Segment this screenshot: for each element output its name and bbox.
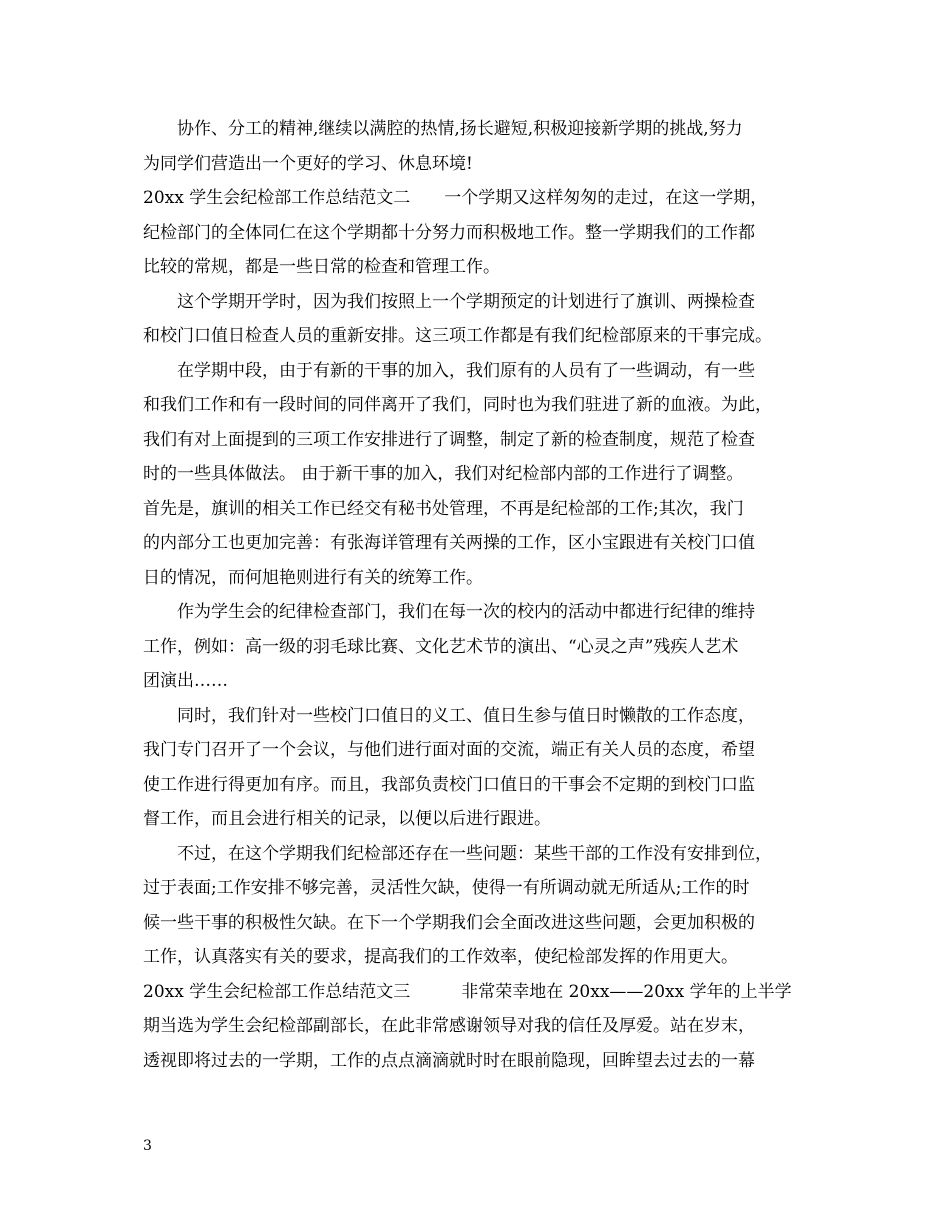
text-line: 时的一些具体做法。 由于新干事的加入，我们对纪检部内部的工作进行了调整。 [143,464,744,484]
text-line: 同时，我们针对一些校门口值日的义工、值日生参与值日时懒散的工作态度， [177,705,755,726]
text-line: 我们有对上面提到的三项工作安排进行了调整，制定了新的检查制度，规范了检查 [143,429,755,450]
text-line: 和我们工作和有一段时间的同伴离开了我们，同时也为我们驻进了新的血液。为此， [143,395,772,415]
text-line: 团演出…… [143,671,228,691]
text-line: 期当选为学生会纪检部副部长，在此非常感谢领导对我的信任及厚爱。站在岁末， [143,1016,755,1036]
text-line: 候一些干事的积极性欠缺。在下一个学期我们会全面改进这些问题，会更加积极的 [143,912,755,933]
text-line: 比较的常规，都是一些日常的检查和管理工作。 [143,257,500,277]
text-line: 和校门口值日检查人员的重新安排。这三项工作都是有我们纪检部原来的干事完成。 [143,326,772,346]
text-line: 工作，例如：高一级的羽毛球比赛、文化艺术节的演出、“心灵之声”残疾人艺术 [143,636,739,657]
text-line: 在学期中段，由于有新的干事的加入，我们原有的人员有了一些调动，有一些 [177,360,755,381]
document-body [143,112,823,1078]
text-line: 不过，在这个学期我们纪检部还存在一些问题：某些干部的工作没有安排到位， [177,843,772,864]
text-line: 协作、分工的精神,继续以满腔的热情,扬长避短,积极迎接新学期的挑战,努力 [177,119,743,139]
text-line: 督工作，而且会进行相关的记录，以便以后进行跟进。 [143,809,551,829]
text-line: 作为学生会的纪律检查部门，我们在每一次的校内的活动中都进行纪律的维持 [177,602,755,622]
text-line: 首先是，旗训的相关工作已经交有秘书处管理，不再是纪检部的工作;其次，我门 [143,498,744,519]
text-line: 日的情况，而何旭艳则进行有关的统筹工作。 [143,567,483,588]
text-line: 纪检部门的全体同仁在这个学期都十分努力而积极地工作。整一学期我们的工作都 [143,222,755,243]
text-line: 这个学期开学时，因为我们按照上一个学期预定的计划进行了旗训、两操检查 [177,291,755,312]
section-heading-line: 20xx 学生会纪检部工作总结范文三 非常荣幸地在 20xx——20xx 学年的上半学 [143,981,792,1002]
section-heading-line: 20xx 学生会纪检部工作总结范文二 一个学期又这样匆匆的走过，在这一学期， [143,188,768,208]
text-line: 为同学们营造出一个更好的学习、休息环境! [143,153,473,174]
text-line: 工作，认真落实有关的要求，提高我们的工作效率，使纪检部发挥的作用更大。 [143,947,738,967]
page-number: 3 [143,1138,152,1154]
text-line: 的内部分工也更加完善：有张海详管理有关两操的工作，区小宝跟进有关校门口值 [143,533,755,553]
text-line: 过于表面;工作安排不够完善，灵活性欠缺，使得一有所调动就无所适从;工作的时 [143,878,750,898]
text-line: 我门专门召开了一个会议，与他们进行面对面的交流，端正有关人员的态度，希望 [143,740,755,760]
text-line: 使工作进行得更加有序。而且，我部负责校门口值日的干事会不定期的到校门口监 [143,774,755,795]
text-line: 透视即将过去的一学期，工作的点点滴滴就时时在眼前隐现，回眸望去过去的一幕 [143,1050,755,1071]
